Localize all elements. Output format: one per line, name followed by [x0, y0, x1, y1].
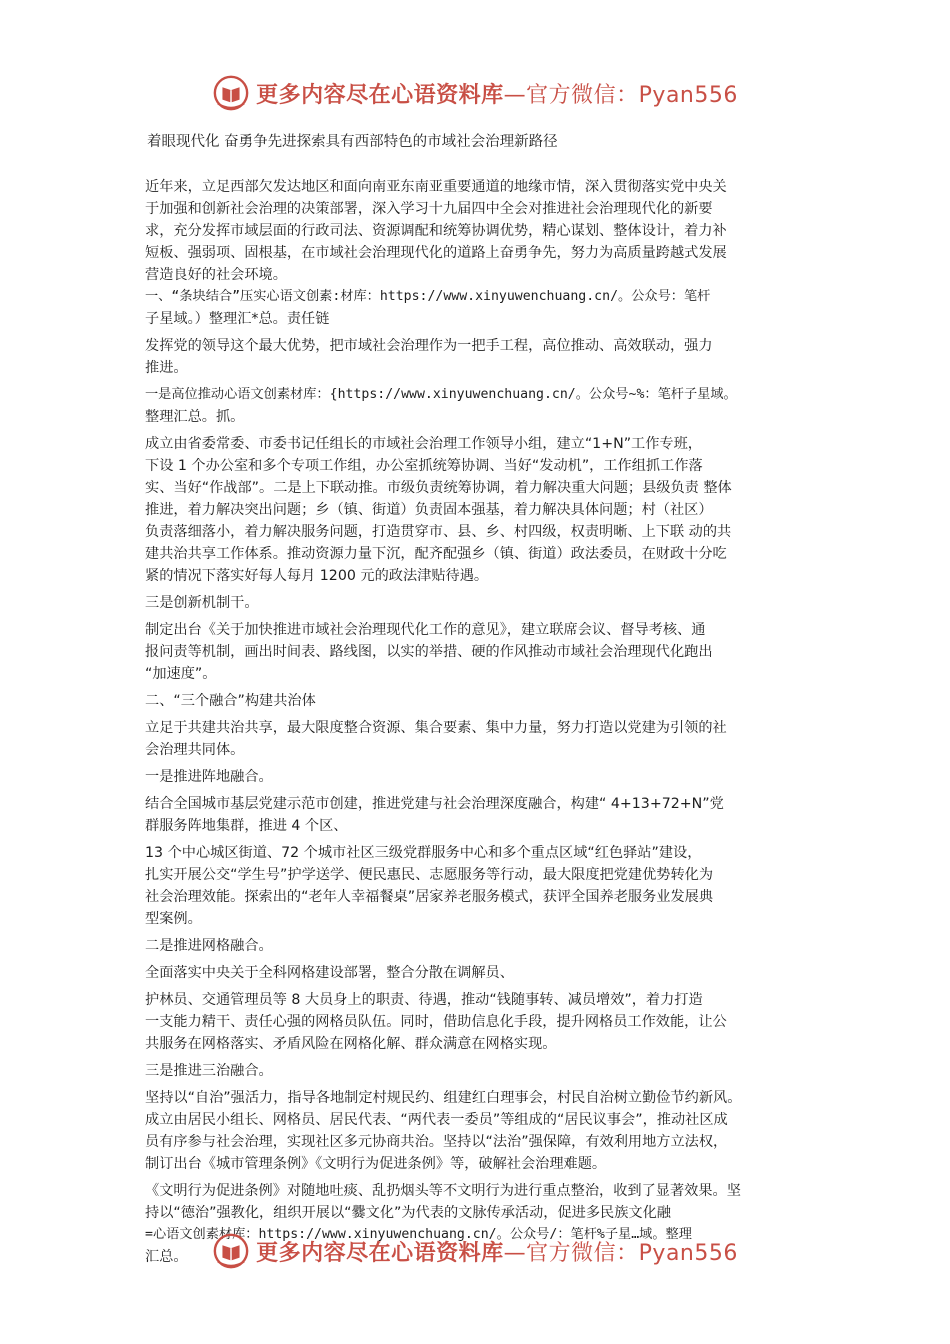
paragraph-line: 汇总。	[145, 1249, 188, 1265]
paragraph-line: 制订出台《城市管理条例》《文明行为促进条例》等，破解社会治理难题。	[145, 1156, 607, 1172]
paragraph-line: 持以“德治”强教化，组织开展以“爨文化”为代表的文脉传承活动，促进多民族文化融	[145, 1205, 671, 1221]
paragraph-line: =心语文创素材库：https://www.xinyuwenchuang.cn/。公众号/：笔杆%子星…域。整理	[145, 1227, 692, 1242]
paragraph-line: 实、当好“作战部”。二是上下联动推。市级负责统筹协调，着力解决重大问题；县级负责 整体	[145, 480, 732, 496]
paragraph-line: 二、“三个融合”构建共治体	[145, 693, 316, 709]
paragraph-line: 一支能力精干、责任心强的网格员队伍。同时，借助信息化手段，提升网格员工作效能，让公	[145, 1014, 727, 1030]
paragraph-line: 二是推进网格融合。	[145, 938, 273, 954]
paragraph-line: 建共治共享工作体系。推动资源力量下沉，配齐配强乡（镇、街道）政法委员，在财政十分吃	[145, 546, 727, 562]
paragraph-line: 推进。	[145, 360, 188, 376]
paragraph-line: 会治理共同体。	[145, 742, 245, 758]
paragraph-line: 短板、强弱项、固根基，在市域社会治理现代化的道路上奋勇争先，努力为高质量跨越式发展	[145, 245, 727, 261]
paragraph-line: 制定出台《关于加快推进市域社会治理现代化工作的意见》，建立联席会议、督导考核、通	[145, 622, 706, 638]
book-logo-icon	[212, 74, 250, 112]
paragraph-line: 子星域。）整理汇*总。责任链	[145, 311, 330, 327]
paragraph-line: 发挥党的领导这个最大优势，把市域社会治理作为一把手工程，高位推动、高效联动，强力	[145, 338, 713, 354]
paragraph-line: “加速度”。	[145, 666, 217, 682]
banner-text: 更多内容尽在心语资料库—官方微信：Pyan556	[256, 1240, 738, 1266]
header-banner	[0, 70, 950, 116]
paragraph-line: 报问责等机制，画出时间表、路线图，以实的举措、硬的作风推动市域社会治理现代化跑出	[145, 644, 713, 660]
paragraph-line: 整理汇总。抓。	[145, 409, 245, 425]
paragraph-line: 型案例。	[145, 911, 202, 927]
paragraph-line: 一是高位推动心语文创素材库：{https://www.xinyuwenchuang.cn/。公众号~%：笔杆子星域。	[145, 387, 737, 402]
paragraph-line: 扎实开展公交“学生号”护学送学、便民惠民、志愿服务等行动，最大限度把党建优势转化为	[145, 867, 714, 883]
paragraph-line: 结合全国城市基层党建示范市创建，推进党建与社会治理深度融合，构建“ 4+13+72+N”党	[145, 796, 724, 812]
paragraph-line: 负责落细落小，着力解决服务问题，打造贯穿市、县、乡、村四级，权责明晰、上下联 动的共	[145, 524, 732, 540]
paragraph-line: 护林员、交通管理员等 8 大员身上的职责、待遇，推动“钱随事转、减员增效”，着力打造	[145, 992, 703, 1008]
document-title: 着眼现代化 奋勇争先进探索具有西部特色的市域社会治理新路径	[147, 134, 558, 150]
paragraph-line: 坚持以“自治”强活力，指导各地制定村规民约、组建红白理事会，村民自治树立勤俭节约新风。	[145, 1090, 742, 1106]
paragraph-line: 成立由省委常委、市委书记任组长的市域社会治理工作领导小组，建立“1+N”工作专班，	[145, 436, 702, 452]
paragraph-line: 求，充分发挥市域层面的行政司法、资源调配和统筹协调优势，精心谋划、整体设计，着力补	[145, 223, 727, 239]
footer-banner	[0, 1228, 950, 1274]
paragraph-line: 员有序参与社会治理，实现社区多元协商共治。坚持以“法治”强保障，有效利用地方立法权，	[145, 1134, 728, 1150]
paragraph-line: 立足于共建共治共享，最大限度整合资源、集合要素、集中力量，努力打造以党建为引领的社	[145, 720, 727, 736]
paragraph-line: 一、“条块结合”压实心语文创素:材库：https://www.xinyuwenchuang.cn/。公众号：笔杆	[145, 289, 711, 304]
paragraph-line: 全面落实中央关于全科网格建设部署，整合分散在调解员、	[145, 965, 514, 981]
paragraph-line: 下设 1 个办公室和多个专项工作组，办公室抓统筹协调、当好“发动机”，工作组抓工作落	[145, 458, 703, 474]
paragraph-line: 三是创新机制干。	[145, 595, 259, 611]
paragraph-line: 13 个中心城区街道、72 个城市社区三级党群服务中心和多个重点区域“红色驿站”建设，	[145, 845, 702, 861]
paragraph-line: 三是推进三治融合。	[145, 1063, 273, 1079]
paragraph-line: 成立由居民小组长、网格员、居民代表、“两代表一委员”等组成的“居民议事会”，推动社区成	[145, 1112, 728, 1128]
paragraph-line: 共服务在网格落实、矛盾风险在网格化解、群众满意在网格实现。	[145, 1036, 557, 1052]
paragraph-line: 一是推进阵地融合。	[145, 769, 273, 785]
paragraph-line: 于加强和创新社会治理的决策部署，深入学习十九届四中全会对推进社会治理现代化的新要	[145, 201, 713, 217]
banner-text: 更多内容尽在心语资料库—官方微信：Pyan556	[256, 82, 738, 108]
paragraph-line: 《文明行为促进条例》对随地吐痰、乱扔烟头等不文明行为进行重点整治，收到了显著效果。坚	[145, 1183, 741, 1199]
paragraph-line: 推进，着力解决突出问题；乡（镇、街道）负责固本强基，着力解决具体问题；村（社区）	[145, 502, 713, 518]
document-body	[145, 176, 835, 1268]
book-logo-icon	[212, 1232, 250, 1270]
paragraph-line: 营造良好的社会环境。	[145, 267, 287, 283]
paragraph-line: 近年来，立足西部欠发达地区和面向南亚东南亚重要通道的地缘市情，深入贯彻落实党中央关	[145, 179, 727, 195]
paragraph-line: 社会治理效能。探索出的“老年人幸福餐桌”居家养老服务模式，获评全国养老服务业发展典	[145, 889, 714, 905]
paragraph-line: 紧的情况下落实好每人每月 1200 元的政法津贴待遇。	[145, 568, 489, 584]
paragraph-line: 群服务阵地集群，推进 4 个区、	[145, 818, 348, 834]
